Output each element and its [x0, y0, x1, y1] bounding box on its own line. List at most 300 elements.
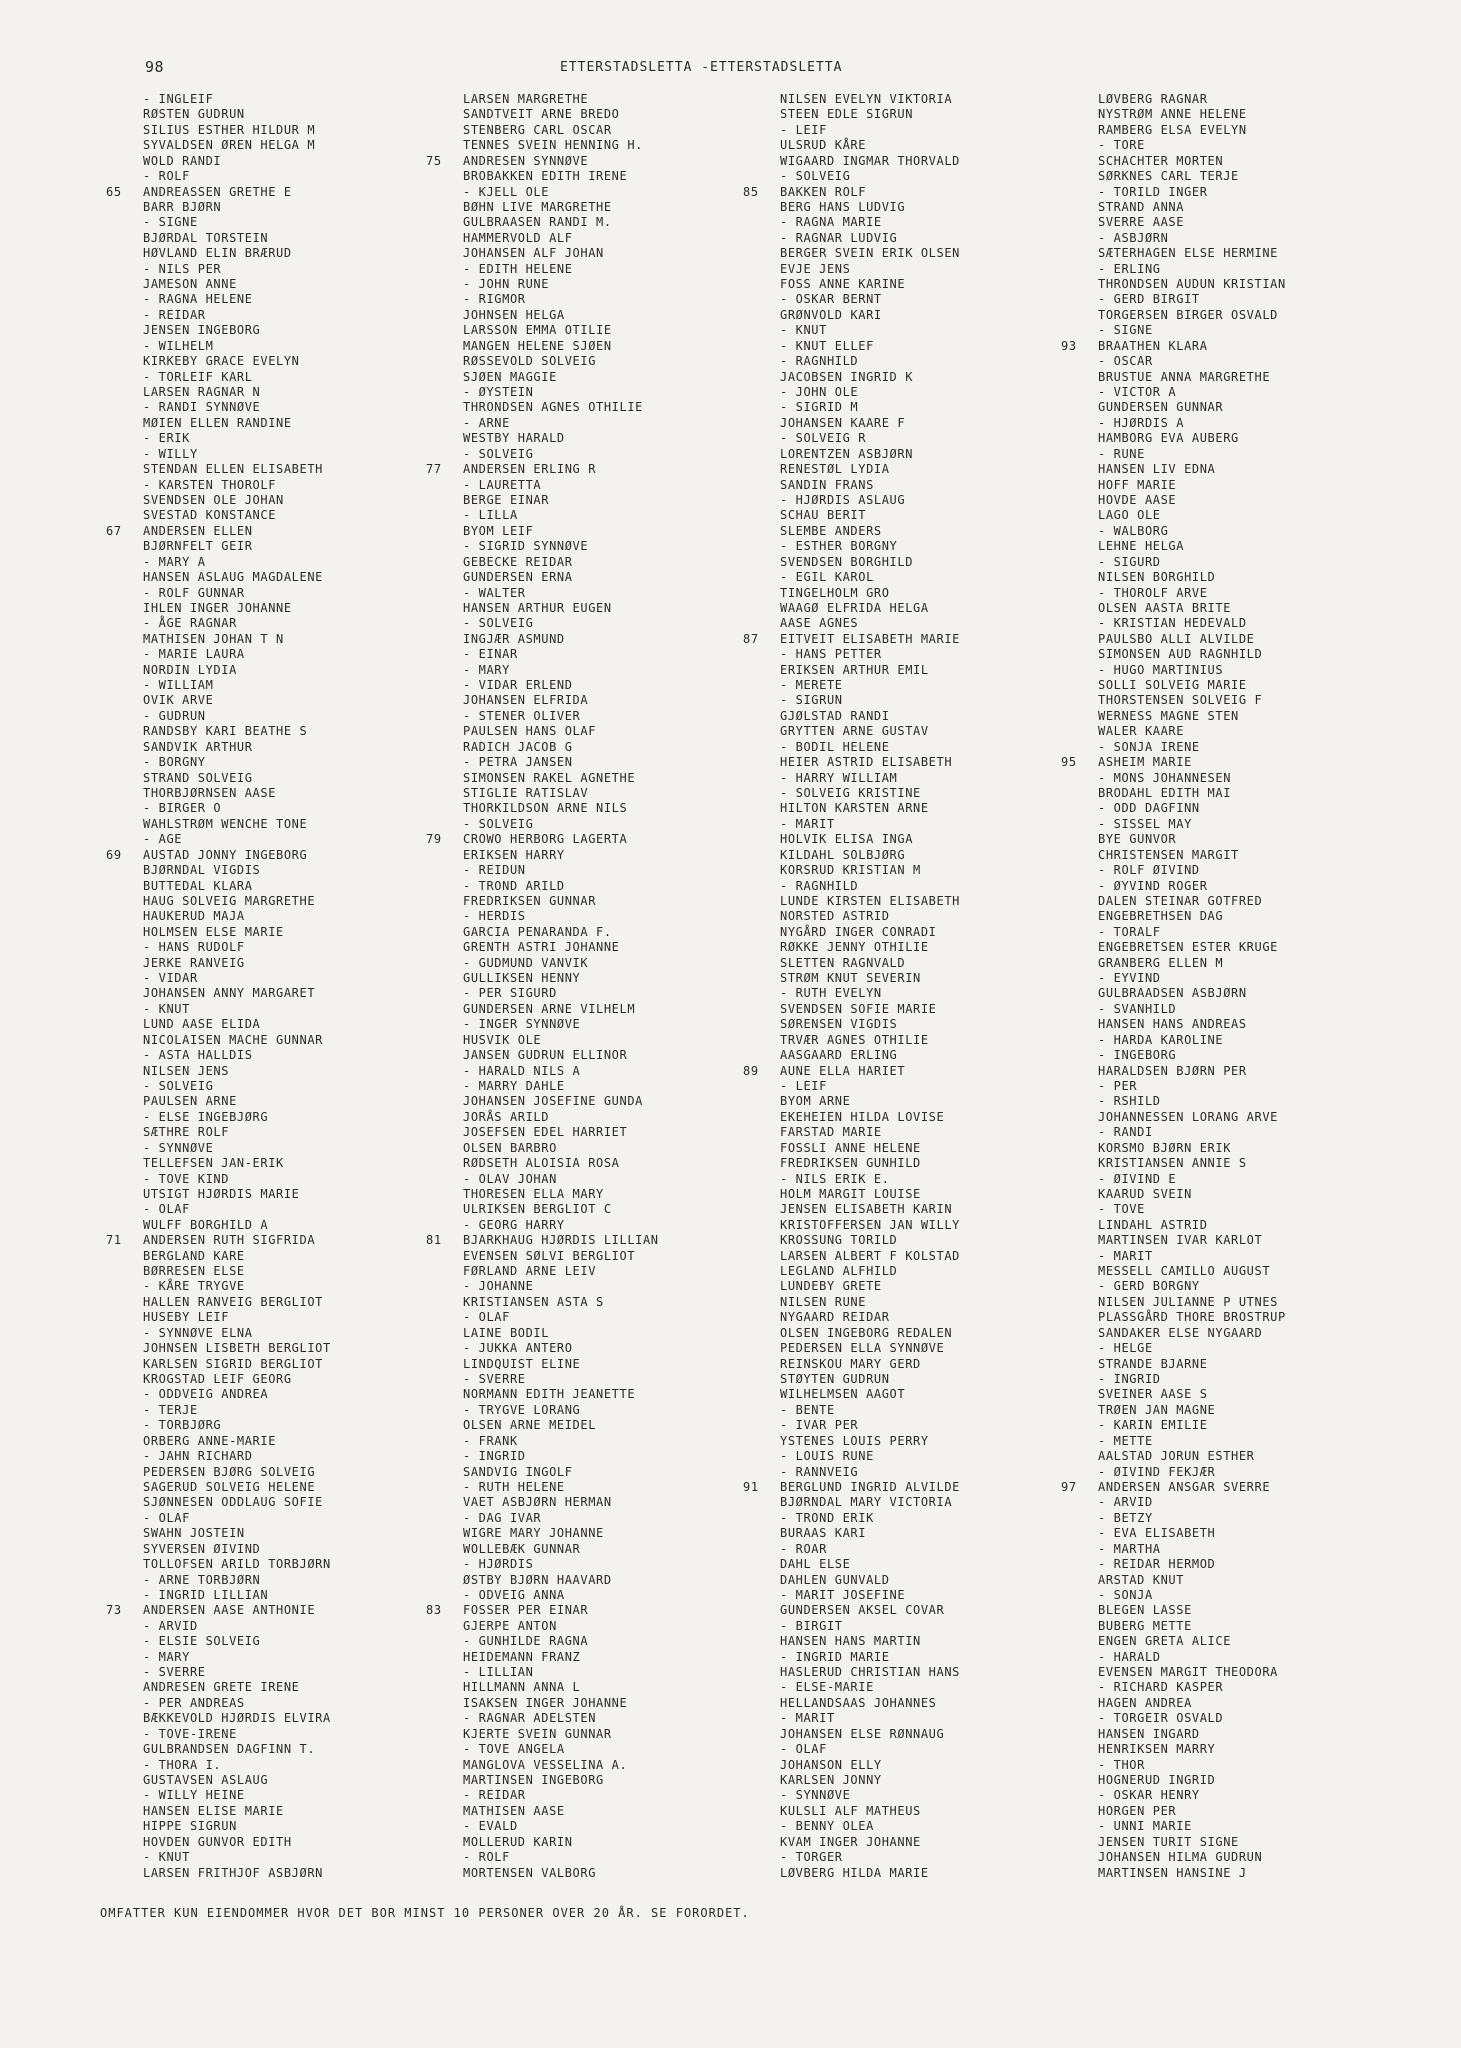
list-item: [1098, 1387, 1418, 1402]
resident-name: INGJÆR ASMUND: [463, 631, 565, 646]
resident-name: SVENDSEN OLE JOHAN: [143, 492, 284, 507]
resident-name: VAET ASBJØRN HERMAN: [463, 1495, 612, 1510]
resident-name: - LILLIAN: [463, 1665, 534, 1680]
resident-name: HUSEBY LEIF: [143, 1310, 230, 1325]
list-item: [1098, 539, 1418, 554]
list-item: [780, 154, 1100, 169]
list-item: [780, 848, 1100, 863]
resident-name: TORGERSEN BIRGER OSVALD: [1098, 307, 1278, 322]
list-item: [1098, 1326, 1418, 1341]
list-item: [143, 1804, 463, 1819]
resident-name: SVEINER AASE S: [1098, 1387, 1208, 1402]
list-item: [780, 832, 1100, 847]
resident-name: - GEORG HARRY: [463, 1217, 565, 1232]
resident-name: SAGERUD SOLVEIG HELENE: [143, 1479, 316, 1494]
resident-name: - TORILD INGER: [1098, 184, 1208, 199]
list-item: [463, 1002, 783, 1017]
resident-name: - LOUIS RUNE: [780, 1449, 874, 1464]
resident-name: - MARY A: [143, 554, 206, 569]
list-item: [780, 986, 1100, 1001]
resident-name: LORENTZEN ASBJØRN: [780, 446, 914, 461]
list-item: [780, 370, 1100, 385]
resident-name: - SONJA IRENE: [1098, 739, 1200, 754]
list-item: [463, 616, 783, 631]
resident-name: LARSEN RAGNAR N: [143, 385, 261, 400]
resident-name: LARSEN ALBERT F KOLSTAD: [780, 1248, 960, 1263]
list-item: [1098, 508, 1418, 523]
list-item: [463, 663, 783, 678]
resident-name: - TORE: [1098, 138, 1145, 153]
list-item: [463, 508, 783, 523]
resident-name: SYVALDSEN ØREN HELGA M: [143, 138, 316, 153]
list-item: [463, 1619, 783, 1634]
list-item: [463, 1403, 783, 1418]
house-number: 81: [426, 1233, 442, 1248]
resident-name: - TOVE-IRENE: [143, 1726, 237, 1741]
list-item: [1098, 524, 1418, 539]
list-item: [1098, 894, 1418, 909]
resident-name: MØIEN ELLEN RANDINE: [143, 415, 292, 430]
house-number: 73: [106, 1603, 122, 1618]
list-item: [780, 616, 1100, 631]
list-item: [1061, 755, 1418, 770]
list-item: [780, 1850, 1100, 1865]
resident-name: KRISTIANSEN ANNIE S: [1098, 1156, 1247, 1171]
resident-name: MARTINSEN IVAR KARLOT: [1098, 1233, 1263, 1248]
list-item: [143, 1835, 463, 1850]
list-item: [463, 493, 783, 508]
resident-name: SIMONSEN RAKEL AGNETHE: [463, 770, 636, 785]
resident-name: - SVANHILD: [1098, 1001, 1177, 1016]
list-item: [780, 215, 1100, 230]
list-item: [463, 1495, 783, 1510]
resident-name: DAHL ELSE: [780, 1557, 851, 1572]
resident-name: BROBAKKEN EDITH IRENE: [463, 169, 628, 184]
resident-name: - HARALD: [1098, 1649, 1161, 1664]
resident-name: THORSTENSEN SOLVEIG F: [1098, 693, 1263, 708]
resident-name: KULSLI ALF MATHEUS: [780, 1803, 921, 1818]
list-item: [143, 1511, 463, 1526]
list-item: [463, 400, 783, 415]
resident-name: - SIGNE: [143, 215, 198, 230]
list-item: [780, 539, 1100, 554]
resident-name: GRENTH ASTRI JOHANNE: [463, 940, 620, 955]
list-item: [143, 1434, 463, 1449]
resident-name: NILSEN JENS: [143, 1063, 230, 1078]
list-item: [143, 1341, 463, 1356]
list-item: [780, 1727, 1100, 1742]
list-item: [143, 1156, 463, 1171]
resident-name: - TOVE KIND: [143, 1171, 230, 1186]
resident-name: BYE GUNVOR: [1098, 832, 1177, 847]
resident-name: BUTTEDAL KLARA: [143, 878, 253, 893]
resident-name: JACOBSEN INGRID K: [780, 369, 914, 384]
resident-name: STRAND SOLVEIG: [143, 770, 253, 785]
resident-name: LØVBERG RAGNAR: [1098, 92, 1208, 106]
resident-name: - LEIF: [780, 1079, 827, 1093]
column-1: [106, 92, 463, 1881]
list-item: [780, 801, 1100, 816]
list-item: [1098, 1711, 1418, 1726]
list-item: [780, 1264, 1100, 1279]
list-item: [1098, 1866, 1418, 1881]
resident-name: SØRKNES CARL TERJE: [1098, 169, 1239, 184]
resident-name: CROWO HERBORG LAGERTA: [463, 832, 628, 847]
list-item: [780, 647, 1100, 662]
list-item: [780, 262, 1100, 277]
resident-name: - BODIL HELENE: [780, 739, 890, 754]
list-item: [463, 786, 783, 801]
list-item: [143, 107, 463, 122]
resident-name: HANSEN HANS ANDREAS: [1098, 1017, 1247, 1032]
list-item: [143, 447, 463, 462]
list-item: [143, 925, 463, 940]
list-item: [463, 879, 783, 894]
list-item: [780, 555, 1100, 570]
list-item: [143, 555, 463, 570]
resident-name: - TORALF: [1098, 924, 1161, 939]
list-item: [463, 262, 783, 277]
list-item: [463, 138, 783, 153]
list-item: [780, 956, 1100, 971]
resident-name: JENSEN TURIT SIGNE: [1098, 1834, 1239, 1849]
list-item: [780, 755, 1100, 770]
resident-name: - RAGNHILD: [780, 878, 859, 893]
list-item: [463, 1110, 783, 1125]
list-item: [143, 1326, 463, 1341]
list-item: [780, 724, 1100, 739]
list-item: [1098, 1002, 1418, 1017]
list-item: [463, 1264, 783, 1279]
resident-name: BØRRESEN ELSE: [143, 1264, 245, 1279]
list-item: [743, 631, 1100, 647]
list-item: [780, 570, 1100, 585]
resident-name: RØKKE JENNY OTHILIE: [780, 940, 929, 955]
resident-name: OLSEN INGEBORG REDALEN: [780, 1325, 953, 1340]
list-item: [463, 863, 783, 878]
resident-name: - TERJE: [143, 1402, 198, 1417]
resident-name: - GUNHILDE RAGNA: [463, 1634, 589, 1649]
list-item: [1098, 1788, 1418, 1803]
resident-name: - MARIT: [780, 1711, 835, 1726]
resident-name: - WILLIAM: [143, 678, 214, 693]
list-item: [780, 1357, 1100, 1372]
resident-name: HANSEN HANS MARTIN: [780, 1634, 921, 1649]
resident-name: - KNUT: [780, 323, 827, 338]
resident-name: - MARIT JOSEFINE: [780, 1587, 906, 1602]
resident-name: - BIRGIT: [780, 1618, 843, 1633]
list-item: [1098, 1295, 1418, 1310]
list-item: [143, 154, 463, 169]
resident-name: NORDIN LYDIA: [143, 662, 237, 677]
house-number: 79: [426, 832, 442, 847]
list-item: [1098, 1542, 1418, 1557]
list-item: [780, 940, 1100, 955]
list-item: [1098, 92, 1418, 107]
resident-name: - SISSEL MAY: [1098, 816, 1192, 831]
resident-name: JOHANSEN KAARE F: [780, 415, 906, 430]
resident-name: NYGAARD REIDAR: [780, 1310, 890, 1325]
resident-name: AUSTAD JONNY INGEBORG: [143, 847, 308, 862]
list-item: [463, 370, 783, 385]
list-item: [1098, 1403, 1418, 1418]
list-item: [463, 323, 783, 338]
resident-name: - RUTH HELENE: [463, 1479, 565, 1494]
resident-name: RANDSBY KARI BEATHE S: [143, 724, 308, 739]
resident-name: - SYNNØVE: [780, 1788, 851, 1803]
list-item: [780, 1573, 1100, 1588]
resident-name: SVERRE AASE: [1098, 215, 1185, 230]
resident-name: - INGEBORG: [1098, 1048, 1177, 1063]
list-item: [143, 246, 463, 261]
list-item: [780, 431, 1100, 446]
list-item: [463, 1588, 783, 1603]
list-item: [463, 1094, 783, 1109]
list-item: [780, 1665, 1100, 1680]
list-item: [143, 1048, 463, 1063]
resident-name: - ARNE: [463, 415, 510, 430]
resident-name: - REIDAR: [143, 307, 206, 322]
resident-name: LINDAHL ASTRID: [1098, 1217, 1208, 1232]
list-item: [143, 1773, 463, 1788]
resident-name: - ELSE-MARIE: [780, 1680, 874, 1695]
resident-name: BLEGEN LASSE: [1098, 1603, 1192, 1618]
list-item: [1098, 1773, 1418, 1788]
resident-name: SANDTVEIT ARNE BREDO: [463, 107, 620, 122]
resident-name: EVJE JENS: [780, 261, 851, 276]
list-item: [780, 1465, 1100, 1480]
list-item: [426, 1233, 783, 1248]
resident-name: - GERD BORGNY: [1098, 1279, 1200, 1294]
resident-name: - KARSTEN THOROLF: [143, 477, 277, 492]
resident-name: SANDIN FRANS: [780, 477, 874, 492]
list-item: [143, 1372, 463, 1387]
resident-name: - VIDAR ERLEND: [463, 678, 573, 693]
list-item: [463, 1696, 783, 1711]
list-item: [780, 1403, 1100, 1418]
list-item: [780, 909, 1100, 924]
resident-name: - WALBORG: [1098, 523, 1169, 538]
resident-name: YSTENES LOUIS PERRY: [780, 1433, 929, 1448]
resident-name: - OLAV JOHAN: [463, 1171, 557, 1186]
list-item: [1098, 1634, 1418, 1649]
list-item: [743, 184, 1100, 200]
list-item: [780, 1079, 1100, 1094]
list-item: [463, 1758, 783, 1773]
resident-name: - REIDAR: [463, 1788, 526, 1803]
resident-name: SLETTEN RAGNVALD: [780, 955, 906, 970]
list-item: [1098, 1048, 1418, 1063]
list-item: [1098, 354, 1418, 369]
list-item: [1098, 262, 1418, 277]
resident-name: - ØYVIND ROGER: [1098, 878, 1208, 893]
resident-name: - ROLF: [463, 1850, 510, 1865]
list-item: [143, 1526, 463, 1541]
list-item: [463, 971, 783, 986]
resident-name: - ERLING: [1098, 261, 1161, 276]
list-item: [1098, 663, 1418, 678]
resident-name: CHRISTENSEN MARGIT: [1098, 847, 1239, 862]
resident-name: GULBRAADSEN ASBJØRN: [1098, 986, 1247, 1001]
list-item: [780, 1372, 1100, 1387]
list-item: [1098, 601, 1418, 616]
list-item: [463, 724, 783, 739]
list-item: [780, 1310, 1100, 1325]
list-item: [143, 1387, 463, 1402]
list-item: [143, 1172, 463, 1187]
resident-name: - GUDRUN: [143, 708, 206, 723]
resident-name: - SOLVEIG: [463, 446, 534, 461]
resident-name: TENNES SVEIN HENNING H.: [463, 138, 643, 153]
list-item: [143, 786, 463, 801]
resident-name: - ROAR: [780, 1541, 827, 1556]
list-item: [143, 632, 463, 647]
resident-name: - MARTHA: [1098, 1541, 1161, 1556]
resident-name: - HARALD NILS A: [463, 1063, 581, 1078]
resident-name: JOHANSEN ELFRIDA: [463, 693, 589, 708]
resident-name: GULBRAASEN RANDI M.: [463, 215, 612, 230]
list-item: [1098, 1202, 1418, 1217]
resident-name: OVIK ARVE: [143, 693, 214, 708]
resident-name: GJØLSTAD RANDI: [780, 708, 890, 723]
list-item: [463, 539, 783, 554]
resident-name: TINGELHOLM GRO: [780, 585, 890, 600]
resident-name: DAHLEN GUNVALD: [780, 1572, 890, 1587]
resident-name: HØVLAND ELIN BRÆRUD: [143, 246, 292, 261]
list-item: [780, 277, 1100, 292]
list-item: [143, 1480, 463, 1495]
list-item: [1098, 1264, 1418, 1279]
resident-name: MANGEN HELENE SJØEN: [463, 338, 612, 353]
resident-name: FOSSLI ANNE HELENE: [780, 1140, 921, 1155]
list-item: [143, 1680, 463, 1695]
list-item: [463, 1665, 783, 1680]
list-item: [143, 1449, 463, 1464]
house-number: 65: [106, 184, 122, 199]
house-number: 89: [743, 1063, 759, 1078]
resident-name: BERGLUND INGRID ALVILDE: [780, 1479, 960, 1494]
list-item: [463, 1449, 783, 1464]
resident-name: - HJØRDIS ASLAUG: [780, 492, 906, 507]
list-item: [1098, 1418, 1418, 1433]
list-item: [463, 848, 783, 863]
resident-name: SVESTAD KONSTANCE: [143, 508, 277, 523]
resident-name: - SVERRE: [463, 1372, 526, 1387]
list-item: [143, 1310, 463, 1325]
list-item: [143, 1850, 463, 1865]
list-item: [780, 354, 1100, 369]
resident-name: MESSELL CAMILLO AUGUST: [1098, 1264, 1271, 1279]
resident-name: GUNDERSEN AKSEL COVAR: [780, 1603, 945, 1618]
resident-name: - PETRA JANSEN: [463, 755, 573, 770]
resident-name: BARR BJØRN: [143, 199, 222, 214]
list-item: [106, 847, 463, 863]
list-item: [143, 1742, 463, 1757]
list-item: [1098, 879, 1418, 894]
list-item: [780, 1218, 1100, 1233]
resident-name: - MERETE: [780, 678, 843, 693]
list-item: [463, 1141, 783, 1156]
list-item: [463, 755, 783, 770]
resident-name: FØRLAND ARNE LEIV: [463, 1264, 597, 1279]
resident-name: BJARKHAUG HJØRDIS LILLIAN: [463, 1233, 659, 1248]
list-item: [780, 339, 1100, 354]
list-item: [143, 462, 463, 477]
resident-name: NORSTED ASTRID: [780, 909, 890, 924]
resident-name: - ELSE INGEBJØRG: [143, 1109, 269, 1124]
house-number: 87: [743, 631, 759, 646]
column-2: [426, 92, 783, 1881]
resident-name: - WILLY: [143, 446, 198, 461]
resident-name: - BENNY OLEA: [780, 1819, 874, 1834]
list-item: [1098, 416, 1418, 431]
list-item: [1098, 1588, 1418, 1603]
resident-name: PAULSEN ARNE: [143, 1094, 237, 1109]
list-item: [143, 832, 463, 847]
resident-name: HOVDE AASE: [1098, 492, 1177, 507]
list-item: [1098, 154, 1418, 169]
resident-name: JENSEN INGEBORG: [143, 323, 261, 338]
resident-name: - BETZY: [1098, 1510, 1153, 1525]
resident-name: - RUNE: [1098, 446, 1145, 461]
resident-name: NILSEN JULIANNE P UTNES: [1098, 1294, 1278, 1309]
resident-name: RØSSEVOLD SOLVEIG: [463, 354, 597, 369]
resident-name: BJØRDAL TORSTEIN: [143, 230, 269, 245]
resident-name: WALER KAARE: [1098, 724, 1185, 739]
list-item: [106, 184, 463, 200]
resident-name: - INGRID LILLIAN: [143, 1587, 269, 1602]
list-item: [780, 385, 1100, 400]
list-item: [143, 215, 463, 230]
list-item: [463, 1218, 783, 1233]
resident-name: - VIDAR: [143, 971, 198, 986]
list-item: [143, 339, 463, 354]
list-item: [780, 308, 1100, 323]
list-item: [463, 1434, 783, 1449]
resident-name: GARCIA PENARANDA F.: [463, 924, 612, 939]
resident-name: HOLMSEN ELSE MARIE: [143, 924, 284, 939]
list-item: [143, 1403, 463, 1418]
resident-name: STIGLIE RATISLAV: [463, 785, 589, 800]
list-item: [143, 92, 463, 107]
resident-name: - FRANK: [463, 1433, 518, 1448]
list-item: [1098, 1372, 1418, 1387]
resident-name: - TRYGVE LORANG: [463, 1402, 581, 1417]
list-item: [780, 894, 1100, 909]
list-item: [780, 1526, 1100, 1541]
list-item: [463, 385, 783, 400]
list-item: [1098, 292, 1418, 307]
list-item: [426, 462, 783, 477]
resident-name: RØDSETH ALOISIA ROSA: [463, 1156, 620, 1171]
list-item: [780, 1187, 1100, 1202]
list-item: [1098, 1650, 1418, 1665]
resident-name: - MARRY DAHLE: [463, 1079, 565, 1093]
resident-name: LØVBERG HILDA MARIE: [780, 1865, 929, 1880]
resident-name: - AGE: [143, 832, 183, 847]
resident-name: - LEIF: [780, 122, 827, 137]
resident-name: - RANDI SYNNØVE: [143, 400, 261, 415]
resident-name: - JOHN RUNE: [463, 277, 550, 292]
resident-name: BURAAS KARI: [780, 1526, 867, 1541]
list-item: [143, 493, 463, 508]
list-item: [780, 246, 1100, 261]
resident-name: ENGEBRETSEN ESTER KRUGE: [1098, 940, 1278, 955]
resident-name: - KARIN EMILIE: [1098, 1418, 1208, 1433]
resident-name: - HJØRDIS: [463, 1557, 534, 1572]
list-item: [143, 1064, 463, 1079]
list-item: [463, 308, 783, 323]
